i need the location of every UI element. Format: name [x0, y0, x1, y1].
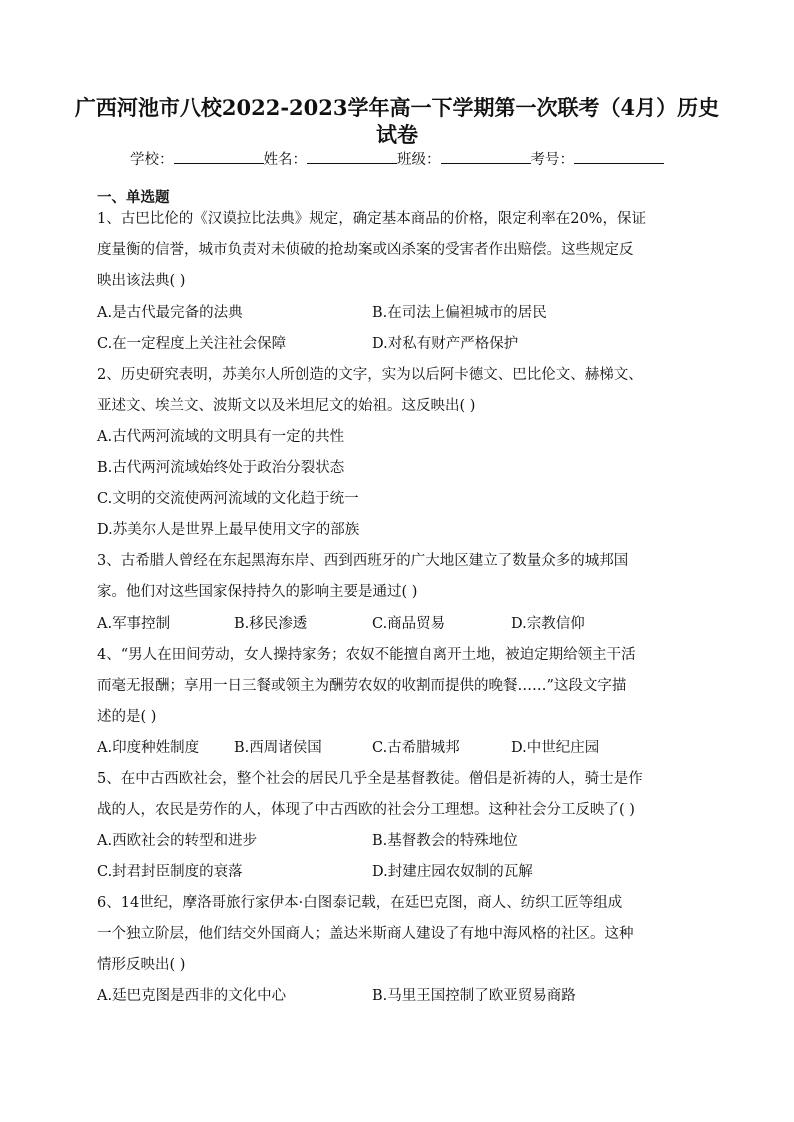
class-label: 班级：: [397, 152, 441, 168]
question-1-option-b: B.在司法上偏袒城市的居民: [372, 305, 547, 321]
section-title: 一、单选题: [97, 189, 170, 206]
question-5-line-1: 5、在中古西欧社会，整个社会的居民几乎全是基督教徒。僧侣是祈祷的人，骑士是作: [97, 771, 643, 787]
question-6-line-1: 6、14世纪，摩洛哥旅行家伊本·白图泰记载，在廷巴克图，商人、纺织工匠等组成: [97, 895, 623, 911]
question-2-line-1: 2、历史研究表明，苏美尔人所创造的文字，实为以后阿卡德文、巴比伦文、赫梯文、: [97, 367, 643, 383]
question-5-option-b: B.基督教会的特殊地位: [372, 833, 518, 849]
question-3-line-1: 3、古希腊人曾经在东起黑海东岸、西到西班牙的广大地区建立了数量众多的城邦国: [97, 553, 629, 569]
exam-number-blank: [574, 149, 664, 164]
name-label: 姓名：: [263, 152, 307, 168]
school-blank: [174, 149, 264, 164]
question-2-option-b: B.古代两河流域始终处于政治分裂状态: [97, 460, 345, 476]
question-5-line-2: 战的人，农民是劳作的人，体现了中古西欧的社会分工理想。这种社会分工反映了( ): [97, 802, 635, 818]
question-3-line-2: 家。他们对这些国家保持持久的影响主要是通过( ): [97, 584, 418, 600]
question-2-line-2: 亚述文、埃兰文、波斯文以及米坦尼文的始祖。这反映出( ): [97, 398, 476, 414]
question-4-line-2: 而毫无报酬；享用一日三餐或领主为酬劳农奴的收割而提供的晚餐……”这段文字描: [97, 678, 627, 694]
question-1-line-1: 1、古巴比伦的《汉谟拉比法典》规定，确定基本商品的价格，限定利率在20%，保证: [97, 211, 646, 227]
question-3-option-a: A.军事控制: [97, 616, 171, 632]
question-6-line-3: 情形反映出( ): [97, 957, 186, 973]
question-1-option-d: D.对私有财产严格保护: [372, 336, 519, 352]
exam-title-line-1: 广西河池市八校2022-2023学年高一下学期第一次联考（4月）历史: [74, 95, 720, 120]
question-4-line-1: 4、“男人在田间劳动，女人操持家务；农奴不能擅自离开土地，被迫定期给领主干活: [97, 647, 636, 663]
question-3-option-b: B.移民渗透: [234, 616, 308, 632]
name-blank: [307, 149, 397, 164]
question-4-option-c: C.古希腊城邦: [372, 740, 460, 756]
question-4-option-a: A.印度种姓制度: [97, 740, 200, 756]
question-6-option-b: B.马里王国控制了欧亚贸易商路: [372, 988, 576, 1004]
question-1-line-3: 映出该法典( ): [97, 273, 186, 289]
question-1-option-a: A.是古代最完备的法典: [97, 305, 243, 321]
question-4-option-b: B.西周诸侯国: [234, 740, 322, 756]
question-1-option-c: C.在一定程度上关注社会保障: [97, 336, 287, 352]
question-4-option-d: D.中世纪庄园: [511, 740, 600, 756]
question-5-option-c: C.封君封臣制度的衰落: [97, 864, 243, 880]
question-5-option-d: D.封建庄园农奴制的瓦解: [372, 864, 533, 880]
school-label: 学校：: [130, 152, 174, 168]
question-6-option-a: A.廷巴克图是西非的文化中心: [97, 988, 287, 1004]
class-blank: [441, 149, 531, 164]
question-1-line-2: 度量衡的信誉，城市负责对未侦破的抢劫案或凶杀案的受害者作出赔偿。这些规定反: [97, 242, 634, 258]
question-5-option-a: A.西欧社会的转型和进步: [97, 833, 258, 849]
question-2-option-a: A.古代两河流域的文明具有一定的共性: [97, 429, 345, 445]
question-3-option-d: D.宗教信仰: [511, 616, 585, 632]
question-3-option-c: C.商品贸易: [372, 616, 446, 632]
exam-title-line-2: 试卷: [376, 122, 418, 147]
question-4-line-3: 述的是( ): [97, 709, 157, 725]
question-2-option-c: C.文明的交流使两河流域的文化趋于统一: [97, 491, 359, 507]
question-6-line-2: 一个独立阶层，他们结交外国商人；盖达米斯商人建设了有地中海风格的社区。这种: [97, 926, 634, 942]
student-info-row: [0, 149, 794, 170]
exam-number-label: 考号：: [530, 152, 574, 168]
question-2-option-d: D.苏美尔人是世界上最早使用文字的部族: [97, 522, 360, 538]
